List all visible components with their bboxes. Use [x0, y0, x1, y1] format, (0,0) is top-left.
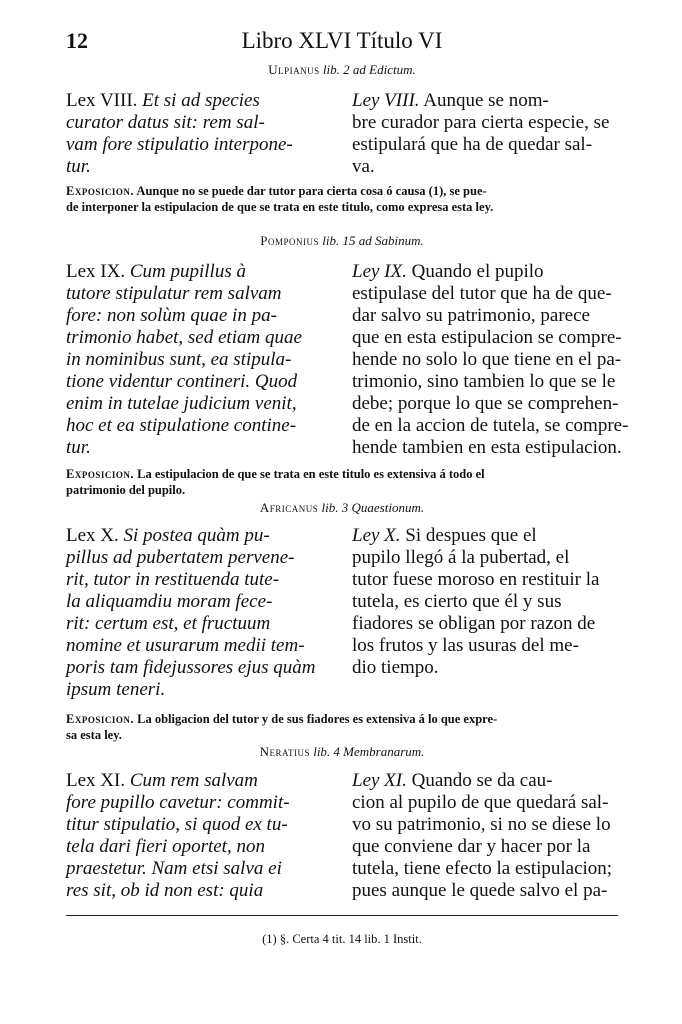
source-author: Ulpianus	[268, 62, 320, 77]
spanish-line: hende no solo lo que tiene en el pa-	[352, 349, 622, 370]
latin-line: pillus ad pubertatem pervene-	[66, 547, 295, 568]
exposicion-line: Aunque no se puede dar tutor para cierta cosa ó causa (1), se pue-	[136, 184, 487, 198]
latin-line: tur.	[66, 437, 91, 458]
exposicion-label: Exposicion.	[66, 184, 134, 198]
source-citation	[66, 500, 618, 516]
latin-line: Cum rem salvam	[129, 770, 258, 791]
spanish-text	[352, 525, 618, 679]
latin-line: rit: certum est, et fructuum	[66, 613, 271, 634]
source-reference: lib. 2 ad Edictum.	[322, 62, 416, 77]
latin-line: res sit, ob id non est: quia	[66, 880, 264, 901]
latin-line: la aliquamdiu moram fece-	[66, 591, 273, 612]
latin-line: poris tam fidejussores ejus quàm	[66, 657, 316, 678]
spanish-line: Quando se da cau-	[411, 770, 553, 791]
latin-text	[66, 525, 336, 701]
latin-line: nomine et usurarum medii tem-	[66, 635, 305, 656]
latin-law-number: Lex XI.	[66, 770, 126, 791]
latin-law-number: Lex X.	[66, 525, 119, 546]
spanish-law-number: Ley XI.	[352, 770, 407, 791]
latin-line: ipsum teneri.	[66, 679, 166, 700]
latin-line: tutore stipulatur rem salvam	[66, 283, 282, 304]
footnote-divider	[66, 915, 618, 916]
latin-line: Et si ad species	[142, 90, 260, 111]
latin-line: hoc et ea stipulatione contine-	[66, 415, 297, 436]
exposicion-note	[66, 711, 618, 743]
source-citation	[66, 233, 618, 249]
exposicion-label: Exposicion.	[66, 712, 134, 726]
spanish-line: Si despues que el	[405, 525, 537, 546]
latin-line: tur.	[66, 156, 91, 177]
source-author: Neratius	[259, 744, 310, 759]
spanish-text	[352, 770, 618, 902]
latin-line: curator datus sit: rem sal-	[66, 112, 265, 133]
spanish-law-number: Ley VIII.	[352, 90, 420, 111]
footnote: (1) §. Certa 4 tit. 14 lib. 1 Instit.	[262, 932, 422, 946]
spanish-line: fiadores se obligan por razon de	[352, 613, 596, 634]
spanish-line: tutela, tiene efecto la estipulacion;	[352, 858, 613, 879]
spanish-line: dar salvo su patrimonio, parece	[352, 305, 590, 326]
latin-law-number: Lex VIII.	[66, 90, 138, 111]
spanish-line: debe; porque lo que se comprehen-	[352, 393, 619, 414]
spanish-text	[352, 90, 618, 178]
spanish-line: pupilo llegó á la pubertad, el	[352, 547, 570, 568]
exposicion-note	[66, 183, 618, 215]
spanish-line: que conviene dar y hacer por la	[352, 836, 591, 857]
source-author: Africanus	[259, 500, 319, 515]
spanish-line: tutor fuese moroso en restituir la	[352, 569, 600, 590]
spanish-law-number: Ley X.	[352, 525, 401, 546]
spanish-line: dio tiempo.	[352, 657, 439, 678]
spanish-line: cion al pupilo de que quedará sal-	[352, 792, 609, 813]
spanish-line: de en la accion de tutela, se compre-	[352, 415, 629, 436]
spanish-line: Quando el pupilo	[411, 261, 544, 282]
latin-line: trimonio habet, sed etiam quae	[66, 327, 302, 348]
spanish-text	[352, 261, 629, 459]
latin-line: fore pupillo cavetur: commit-	[66, 792, 290, 813]
latin-line: enim in tutelae judicium venit,	[66, 393, 297, 414]
spanish-line: vo su patrimonio, si no se diese lo	[352, 814, 611, 835]
source-reference: lib. 15 ad Sabinum.	[322, 233, 424, 248]
latin-line: fore: non solùm quae in pa-	[66, 305, 277, 326]
spanish-law-number: Ley IX.	[352, 261, 407, 282]
spanish-line: que en esta estipulacion se compre-	[352, 327, 622, 348]
source-author: Pomponius	[260, 233, 319, 248]
exposicion-line: patrimonio del pupilo.	[66, 483, 186, 497]
exposicion-line: La obligacion del tutor y de sus fiadores es extensiva á lo que expre-	[137, 712, 498, 726]
latin-line: in nominibus sunt, ea stipula-	[66, 349, 292, 370]
latin-line: titur stipulatio, si quod ex tu-	[66, 814, 288, 835]
spanish-line: tutela, es cierto que él y sus	[352, 591, 562, 612]
page-number: 12	[66, 28, 88, 53]
page-header	[66, 28, 618, 58]
latin-text	[66, 261, 336, 459]
source-reference: lib. 4 Membranarum.	[313, 744, 425, 759]
source-citation	[66, 744, 618, 760]
spanish-line: estipulará que ha de quedar sal-	[352, 134, 593, 155]
latin-law-number: Lex IX.	[66, 261, 126, 282]
spanish-line: hende tambien en esta estipulacion.	[352, 437, 622, 458]
latin-line: praestetur. Nam etsi salva ei	[66, 858, 282, 879]
exposicion-line: La estipulacion de que se trata en este titulo es extensiva á todo el	[137, 467, 485, 481]
spanish-line: bre curador para cierta especie, se	[352, 112, 610, 133]
source-citation	[66, 62, 618, 78]
latin-text	[66, 770, 336, 902]
latin-line: rit, tutor in restituenda tute-	[66, 569, 280, 590]
spanish-line: trimonio, sino tambien lo que se le	[352, 371, 616, 392]
spanish-line: Aunque se nom-	[423, 90, 549, 111]
latin-line: Cum pupillus à	[129, 261, 246, 282]
spanish-line: va.	[352, 156, 375, 177]
latin-line: vam fore stipulatio interpone-	[66, 134, 293, 155]
spanish-line: pues aunque le quede salvo el pa-	[352, 880, 608, 901]
latin-line: Si postea quàm pu-	[123, 525, 270, 546]
latin-line: tela dari fieri oportet, non	[66, 836, 265, 857]
exposicion-line: sa esta ley.	[66, 728, 122, 742]
latin-text	[66, 90, 336, 178]
exposicion-line: de interponer la estipulacion de que se trata en este titulo, como expresa esta ley.	[66, 200, 494, 214]
running-head: Libro XLVI Título VI	[241, 28, 443, 53]
latin-line: tione videntur contineri. Quod	[66, 371, 298, 392]
exposicion-label: Exposicion.	[66, 467, 134, 481]
spanish-line: los frutos y las usuras del me-	[352, 635, 579, 656]
exposicion-note	[66, 466, 618, 498]
spanish-line: estipulase del tutor que ha de que-	[352, 283, 612, 304]
source-reference: lib. 3 Quaestionum.	[321, 500, 425, 515]
